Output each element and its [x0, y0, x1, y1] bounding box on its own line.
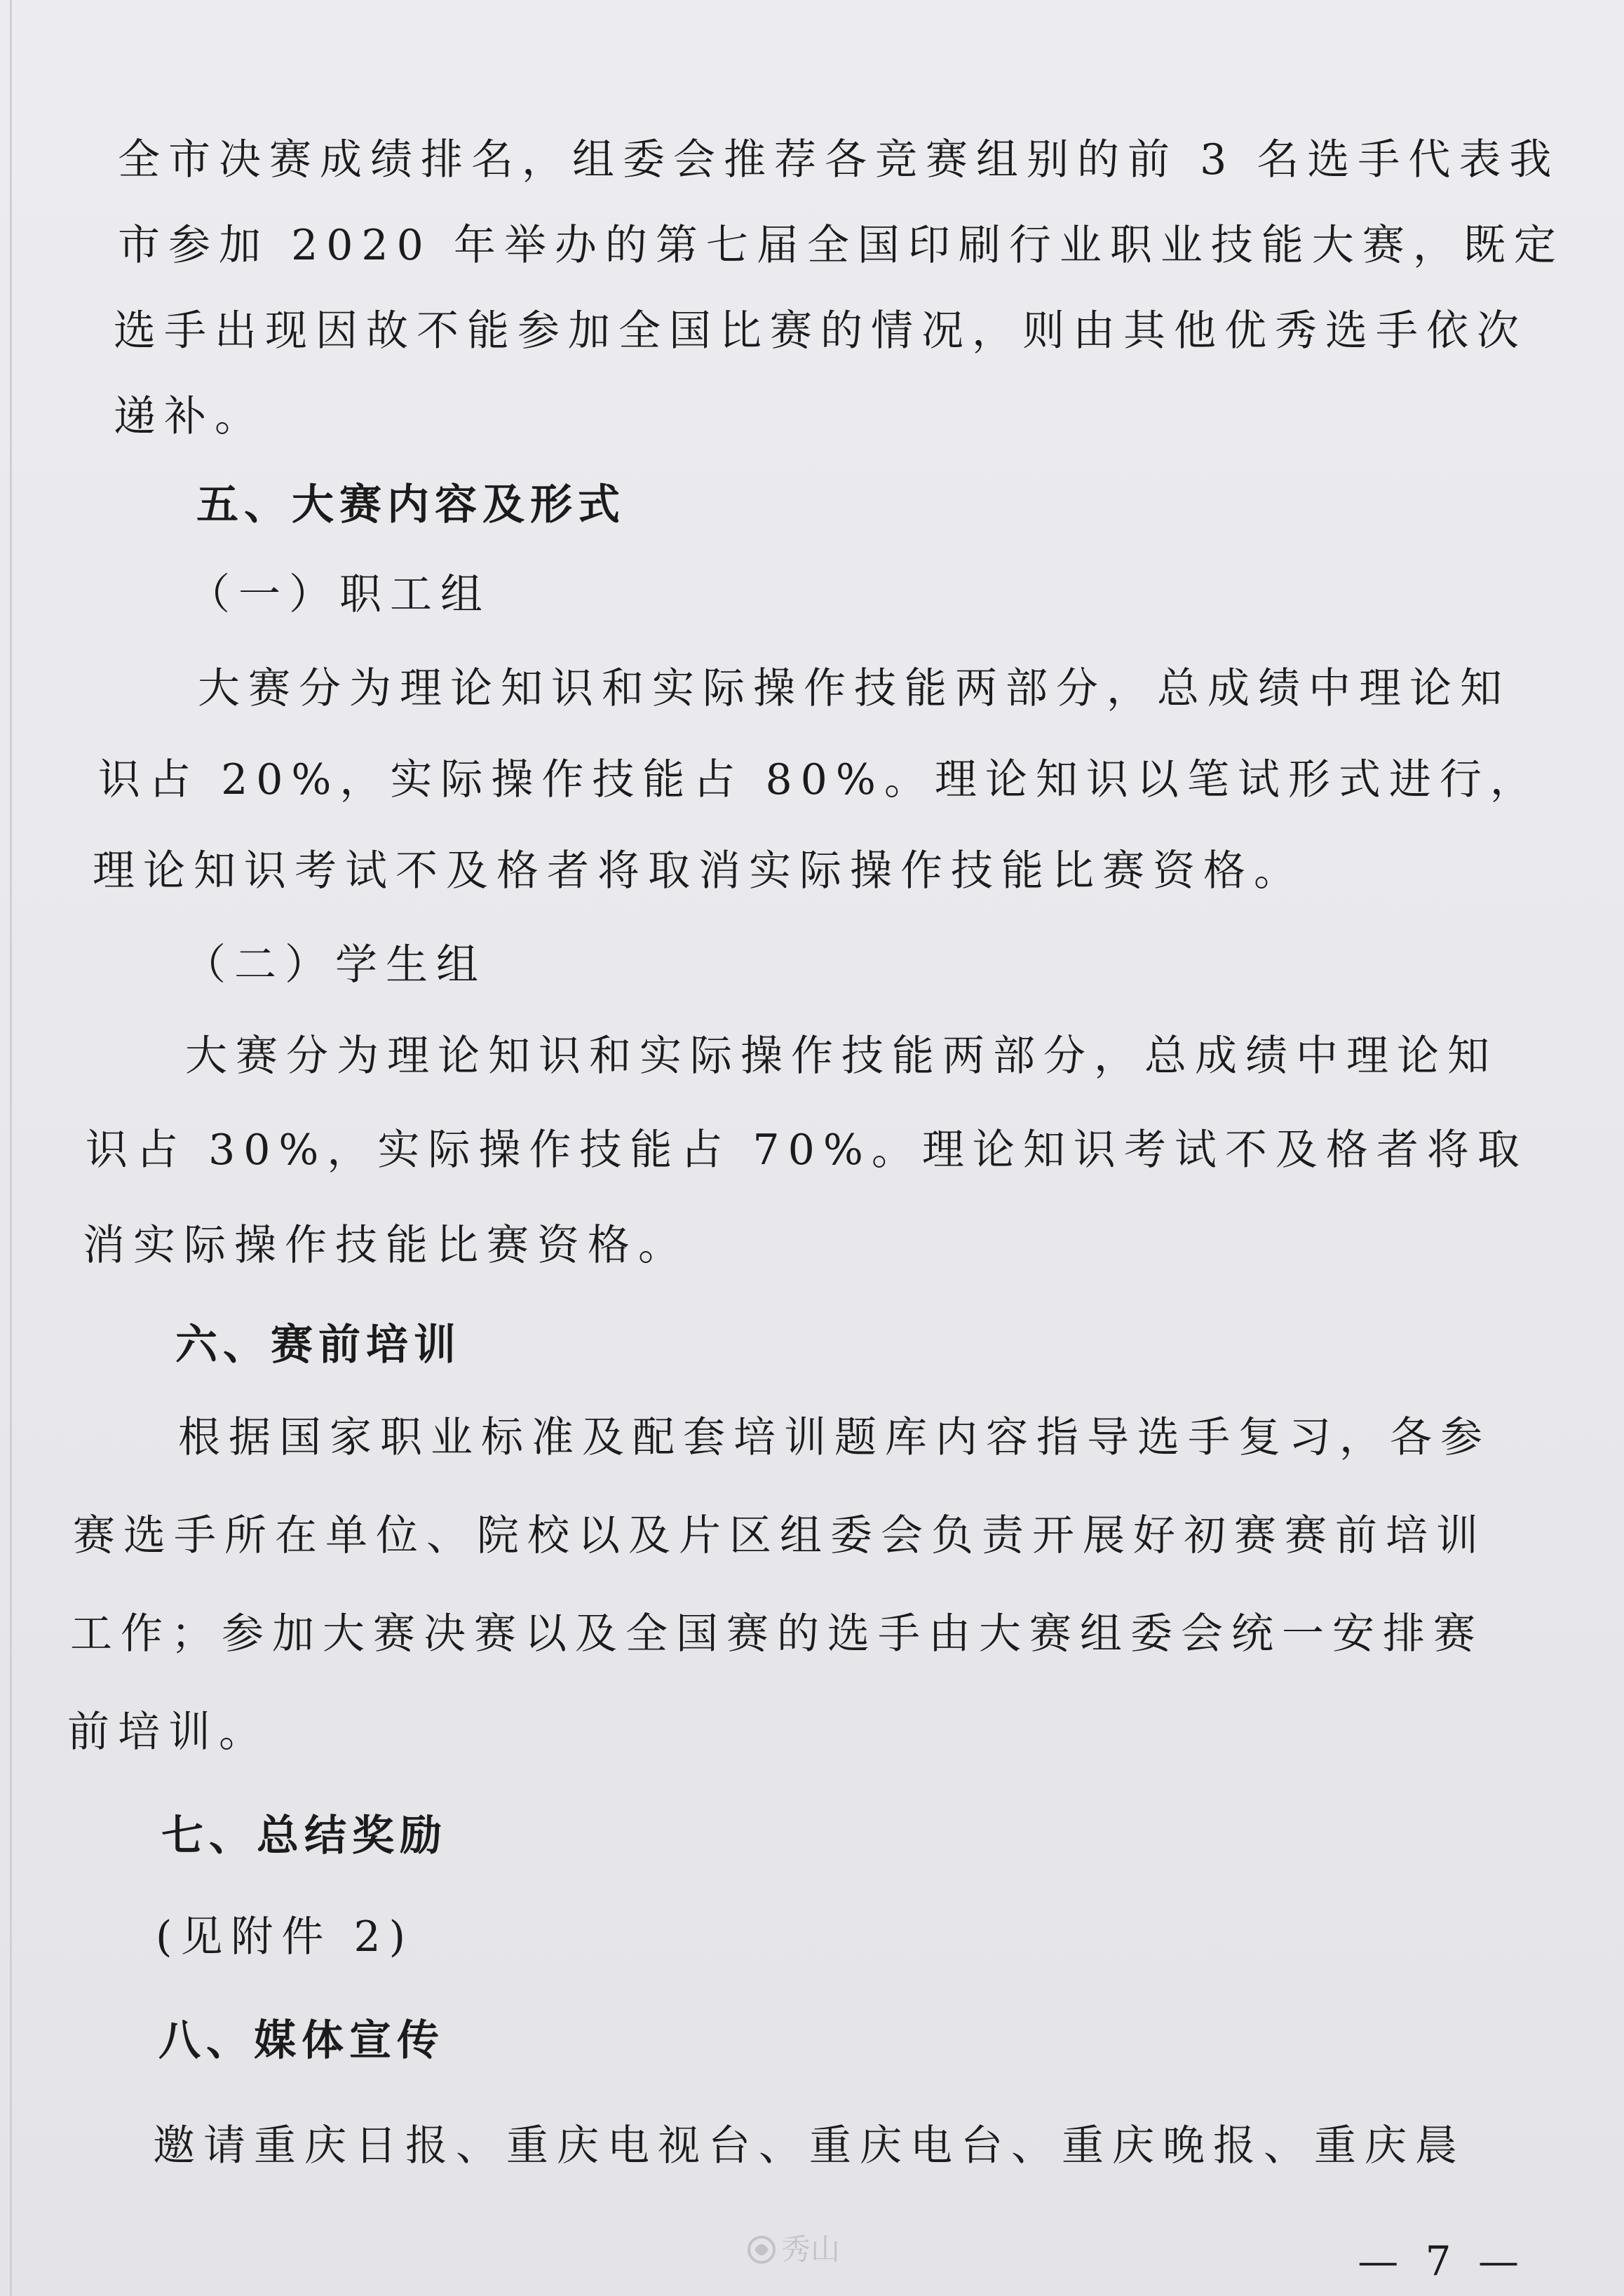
subsection-heading-2: （二）学生组: [184, 940, 487, 990]
paragraph-line: 识占 20%，实际操作技能占 80%。理论知识以笔试形式进行，: [98, 755, 1541, 804]
watermark-text: 秀山: [781, 2232, 841, 2267]
paragraph-line: 选手出现因故不能参加全国比赛的情况，则由其他优秀选手依次: [114, 306, 1527, 356]
paragraph-line: 市参加 2020 年举办的第七届全国印刷行业职业技能大赛，既定: [118, 221, 1564, 270]
paragraph-line: 工作；参加大赛决赛以及全国赛的选手由大赛组委会统一安排赛: [70, 1609, 1484, 1659]
section-heading-7: 七、总结奖励: [161, 1811, 447, 1861]
paragraph-line: 邀请重庆日报、重庆电视台、重庆电台、重庆晚报、重庆晨: [153, 2121, 1466, 2170]
paragraph-line: 理论知识考试不及格者将取消实际操作技能比赛资格。: [93, 846, 1304, 896]
watermark-logo: [745, 2209, 906, 2279]
section-heading-6: 六、赛前培训: [175, 1321, 461, 1370]
paragraph-line: 递补。: [114, 392, 265, 441]
section-heading-5: 五、大赛内容及形式: [196, 480, 625, 529]
page-number: — 7 —: [1358, 2237, 1526, 2285]
paragraph-line: 全市决赛成绩排名，组委会推荐各竞赛组别的前 3 名选手代表我: [118, 135, 1560, 184]
paragraph-line: 前培训。: [67, 1708, 269, 1757]
paragraph-line: 大赛分为理论知识和实际操作技能两部分，总成绩中理论知: [198, 664, 1510, 713]
paragraph-line: 识占 30%，实际操作技能占 70%。理论知识考试不及格者将取: [86, 1126, 1528, 1175]
subsection-heading-1: （一）职工组: [188, 570, 491, 619]
paragraph-line: 消实际操作技能比赛资格。: [83, 1221, 689, 1270]
section-heading-8: 八、媒体宣传: [158, 2016, 445, 2065]
paragraph-line: 根据国家职业标准及配套培训题库内容指导选手复习，各参: [178, 1413, 1491, 1462]
paragraph-line: (见附件 2): [156, 1912, 414, 1961]
paragraph-line: 赛选手所在单位、院校以及片区组委会负责开展好初赛赛前培训: [73, 1511, 1487, 1560]
page-edge-line: [10, 0, 12, 2296]
paragraph-line: 大赛分为理论知识和实际操作技能两部分，总成绩中理论知: [185, 1032, 1498, 1081]
